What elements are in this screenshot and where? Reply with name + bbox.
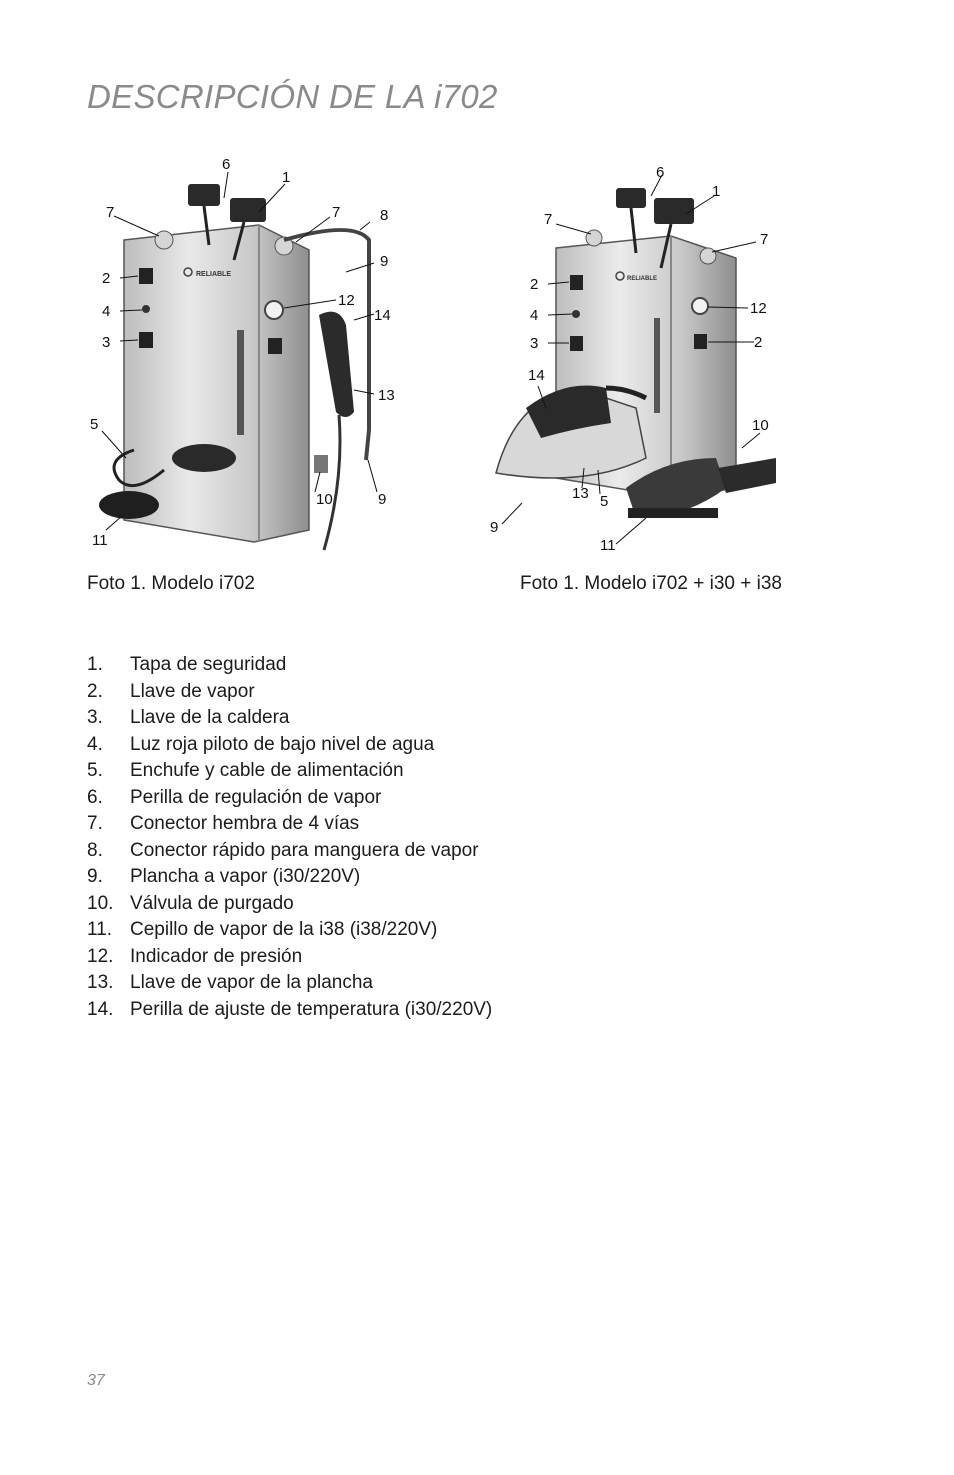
list-item bbox=[87, 705, 492, 732]
list-item-label: Luz roja piloto de bajo nivel de agua bbox=[130, 733, 435, 755]
list-item bbox=[87, 785, 492, 812]
list-item-number: 2. bbox=[87, 680, 103, 702]
callout-9: 9 bbox=[378, 491, 387, 508]
photo-i702-i30-i38-illustration bbox=[486, 158, 782, 558]
figure-caption: Foto 1. Modelo i702 bbox=[87, 573, 255, 594]
callout-4: 4 bbox=[530, 307, 539, 324]
callout-7: 7 bbox=[760, 231, 769, 248]
list-item bbox=[87, 891, 492, 918]
callout-7: 7 bbox=[544, 211, 553, 228]
list-item bbox=[87, 917, 492, 944]
list-item-label: Llave de la caldera bbox=[130, 707, 290, 728]
callout-11: 11 bbox=[600, 537, 616, 554]
list-item bbox=[87, 811, 492, 838]
list-item-label: Tapa de seguridad bbox=[130, 654, 287, 675]
callout-10: 10 bbox=[752, 417, 769, 434]
callout-13: 13 bbox=[378, 387, 395, 404]
callout-13: 13 bbox=[572, 485, 589, 502]
list-item bbox=[87, 838, 492, 865]
list-item-number: 1. bbox=[87, 654, 103, 675]
callout-2: 2 bbox=[530, 276, 539, 293]
list-item-label: Llave de vapor de la plancha bbox=[130, 972, 373, 993]
callout-1: 1 bbox=[712, 183, 721, 200]
list-item bbox=[87, 944, 492, 971]
callout-7: 7 bbox=[332, 204, 341, 221]
list-item-label: Llave de vapor bbox=[130, 680, 255, 702]
callout-3: 3 bbox=[530, 335, 539, 352]
callout-9: 9 bbox=[490, 519, 499, 536]
callout-9: 9 bbox=[380, 253, 389, 270]
callout-14: 14 bbox=[528, 367, 545, 384]
brand-label: RELIABLE bbox=[627, 276, 657, 282]
list-item-number: 10. bbox=[87, 892, 114, 914]
list-item-label: Perilla de regulación de vapor bbox=[130, 786, 382, 808]
list-item bbox=[87, 732, 492, 759]
list-item bbox=[87, 758, 492, 785]
callout-4: 4 bbox=[102, 303, 111, 320]
list-item-number: 4. bbox=[87, 733, 103, 755]
callout-6: 6 bbox=[656, 164, 665, 181]
callout-12: 12 bbox=[750, 300, 767, 317]
parts-list bbox=[87, 652, 492, 1023]
list-item-number: 11. bbox=[87, 919, 113, 940]
list-item-label: Conector hembra de 4 vías bbox=[130, 813, 360, 834]
callout-12: 12 bbox=[338, 292, 355, 309]
list-item-number: 9. bbox=[87, 866, 103, 887]
list-item bbox=[87, 679, 492, 706]
list-item-number: 14. bbox=[87, 998, 114, 1020]
list-item-number: 8. bbox=[87, 839, 103, 861]
list-item-number: 12. bbox=[87, 945, 114, 967]
callout-1: 1 bbox=[282, 169, 291, 186]
list-item bbox=[87, 652, 492, 679]
callout-14: 14 bbox=[374, 307, 391, 324]
list-item-label: Perilla de ajuste de temperatura (i30/220V) bbox=[130, 998, 493, 1020]
list-item bbox=[87, 864, 492, 891]
callout-2: 2 bbox=[754, 334, 763, 351]
list-item bbox=[87, 997, 492, 1024]
list-item-label: Conector rápido para manguera de vapor bbox=[130, 839, 479, 861]
list-item-label: Válvula de purgado bbox=[130, 892, 294, 914]
photo-i702 bbox=[84, 150, 404, 560]
list-item-label: Plancha a vapor (i30/220V) bbox=[130, 866, 361, 887]
list-item-label: Indicador de presión bbox=[130, 945, 303, 967]
list-item-label: Enchufe y cable de alimentación bbox=[130, 760, 404, 781]
brand-label: RELIABLE bbox=[196, 271, 231, 278]
page-number: 37 bbox=[87, 1372, 105, 1389]
list-item-number: 6. bbox=[87, 786, 103, 808]
callout-11: 11 bbox=[92, 532, 108, 549]
photo-i702-i30-i38 bbox=[486, 158, 782, 558]
list-item-number: 3. bbox=[87, 707, 103, 728]
callout-10: 10 bbox=[316, 491, 333, 508]
figure-caption: Foto 1. Modelo i702 + i30 + i38 bbox=[520, 573, 782, 594]
list-item-number: 5. bbox=[87, 760, 103, 781]
callout-5: 5 bbox=[600, 493, 609, 510]
callout-6: 6 bbox=[222, 156, 231, 173]
list-item-number: 7. bbox=[87, 813, 103, 834]
list-item-number: 13. bbox=[87, 972, 114, 993]
callout-5: 5 bbox=[90, 416, 99, 433]
callout-7: 7 bbox=[106, 204, 115, 221]
photo-i702-illustration bbox=[84, 150, 404, 560]
callout-3: 3 bbox=[102, 334, 111, 351]
callout-8: 8 bbox=[380, 207, 389, 224]
page-title: DESCRIPCIÓN DE LA i702 bbox=[87, 78, 498, 115]
list-item-label: Cepillo de vapor de la i38 (i38/220V) bbox=[130, 919, 438, 940]
callout-2: 2 bbox=[102, 270, 111, 287]
list-item bbox=[87, 970, 492, 997]
